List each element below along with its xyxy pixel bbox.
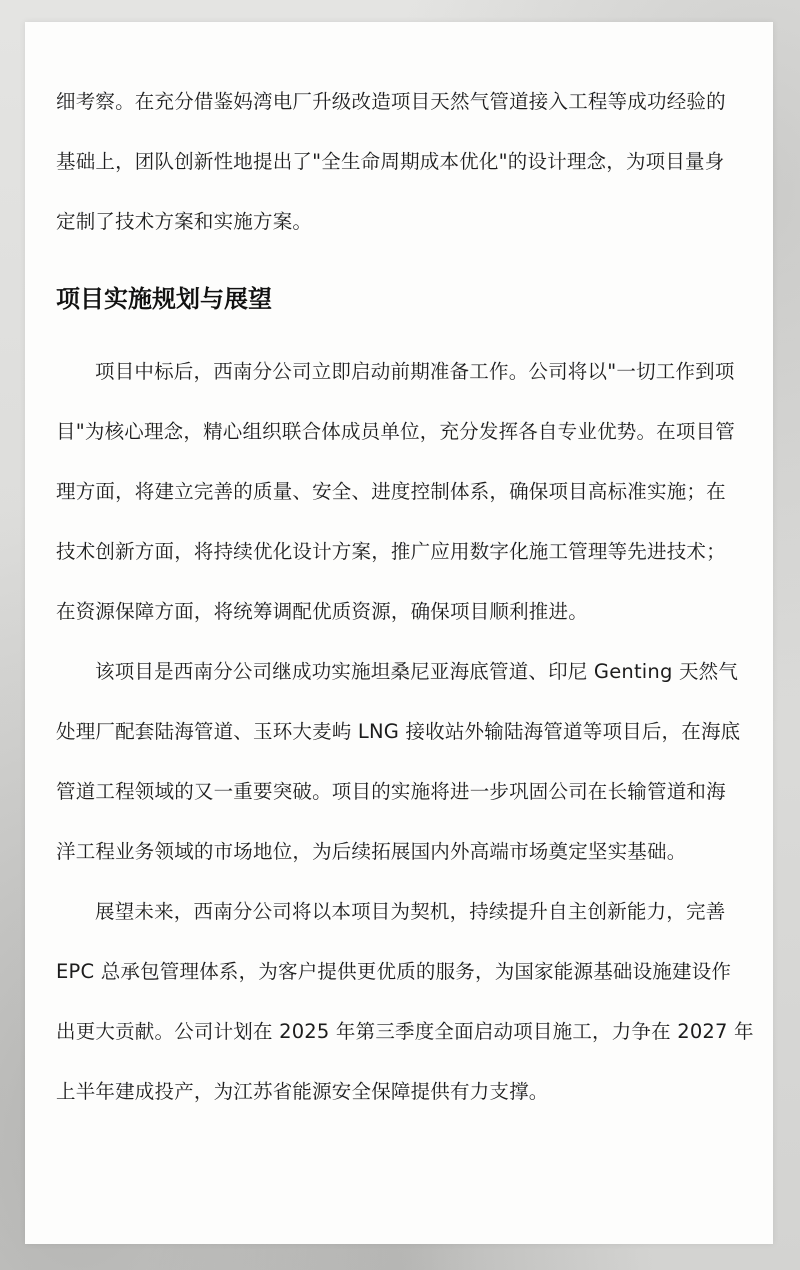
text-line: 目"为核心理念，精心组织联合体成员单位，充分发挥各自专业优势。在项目管: [56, 420, 735, 443]
text-line: 上半年建成投产，为江苏省能源安全保障提供有力支撑。: [56, 1080, 549, 1103]
text-line: 技术创新方面，将持续优化设计方案，推广应用数字化施工管理等先进技术；: [56, 540, 726, 563]
text-line: 细考察。在充分借鉴妈湾电厂升级改造项目天然气管道接入工程等成功经验的: [56, 90, 726, 113]
article-page: [25, 22, 773, 1244]
text-line: 该项目是西南分公司继成功实施坦桑尼亚海底管道、印尼 Genting 天然气: [95, 660, 739, 683]
intro-paragraph: [56, 72, 746, 252]
paragraph-outlook: [56, 882, 754, 1122]
article-content: [56, 72, 754, 1122]
section-heading: 项目实施规划与展望: [56, 285, 272, 313]
text-line: 理方面，将建立完善的质量、安全、进度控制体系，确保项目高标准实施；在: [56, 480, 726, 503]
text-line: 管道工程领域的又一重要突破。项目的实施将进一步巩固公司在长输管道和海: [56, 780, 726, 803]
text-line: 处理厂配套陆海管道、玉环大麦屿 LNG 接收站外输陆海管道等项目后，在海底: [56, 720, 741, 743]
paragraph-breakthrough: [56, 642, 746, 882]
text-line: 定制了技术方案和实施方案。: [56, 210, 313, 233]
text-line: EPC 总承包管理体系，为客户提供更优质的服务，为国家能源基础设施建设作: [56, 960, 732, 983]
text-line: 在资源保障方面，将统筹调配优质资源，确保项目顺利推进。: [56, 600, 588, 623]
text-line: 项目中标后，西南分公司立即启动前期准备工作。公司将以"一切工作到项: [95, 360, 735, 383]
paragraph-planning: [56, 342, 746, 642]
text-line: 洋工程业务领域的市场地位，为后续拓展国内外高端市场奠定坚实基础。: [56, 840, 687, 863]
text-line: 出更大贡献。公司计划在 2025 年第三季度全面启动项目施工，力争在 2027 年: [56, 1020, 754, 1043]
text-line: 展望未来，西南分公司将以本项目为契机，持续提升自主创新能力，完善: [95, 900, 726, 923]
text-line: 基础上，团队创新性地提出了"全生命周期成本优化"的设计理念，为项目量身: [56, 150, 725, 173]
